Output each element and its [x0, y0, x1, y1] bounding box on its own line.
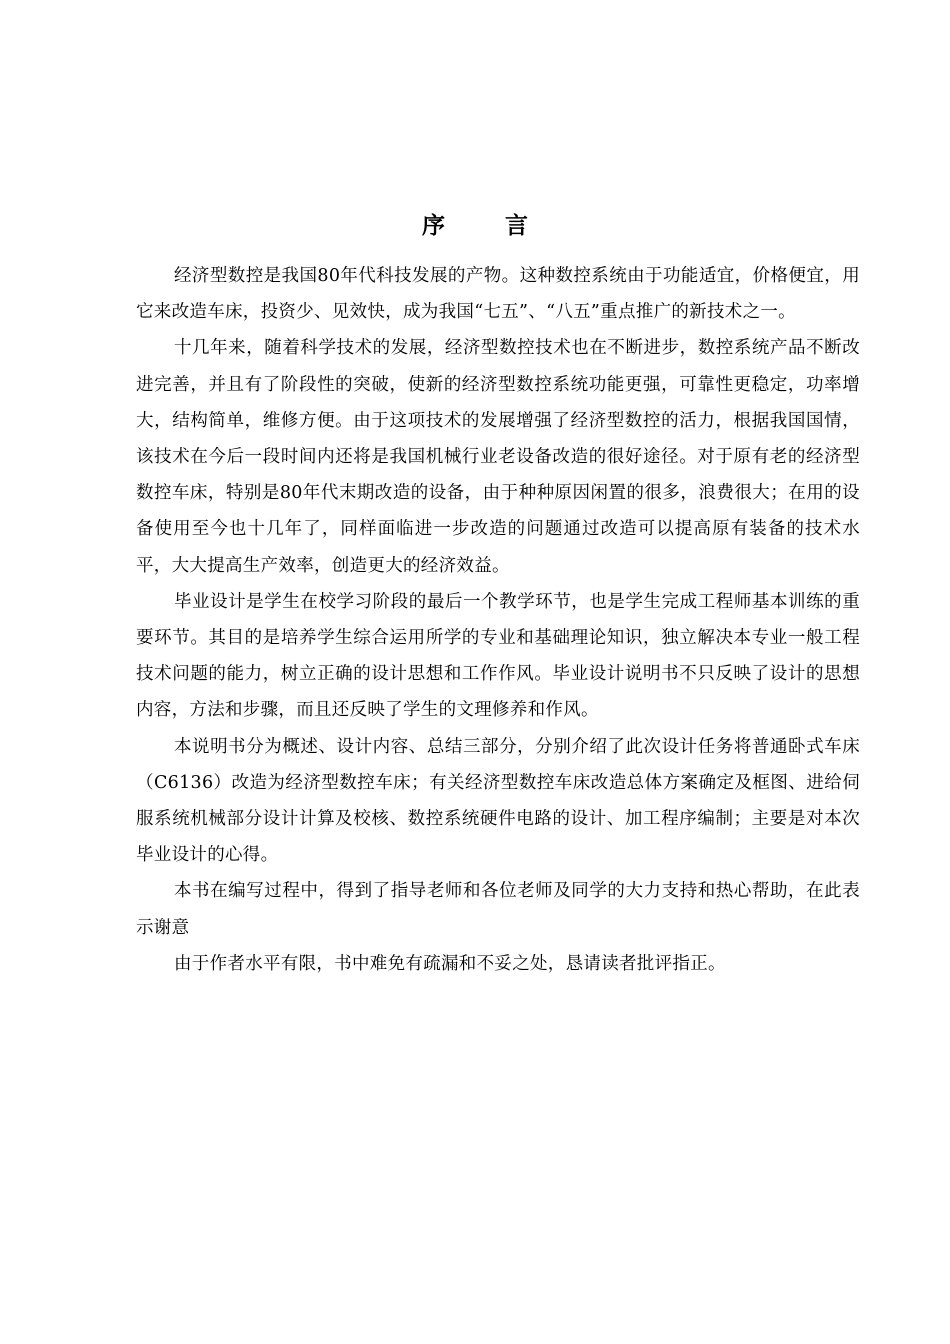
paragraph-5: 本书在编写过程中，得到了指导老师和各位老师及同学的大力支持和热心帮助，在此表示谢意 [136, 881, 860, 938]
body-text [136, 258, 860, 982]
paragraph-2: 十几年来，随着科学技术的发展，经济型数控技术也在不断进步，数控系统产品不断改进完善，并且有了阶段性的突破，使新的经济型数控系统功能更强，可靠性更稳定，功率增大，结构简单，维修方便。由于这项技术的发展增强了经济型数控的活力，根据我国国情，该技术在今后一段时间内还将是我国机械行业老设备改造的很好途径。对于原有老的经济型数控车床，特别是80年代末期改造的设备，由于种种原因闲置的很多，浪费很大；在用的设备使用至今也十几年了，同样面临进一步改造的问题通过改造可以提高原有装备的技术水平，大大提高生产效率，创造更大的经济效益。 [136, 338, 860, 576]
page-title: 序 言 [421, 213, 554, 239]
paragraph-1: 经济型数控是我国80年代科技发展的产物。这种数控系统由于功能适宜，价格便宜，用它来改造车床，投资少、见效快，成为我国“七五”、“八五”重点推广的新技术之一。 [136, 266, 860, 323]
paragraph-6: 由于作者水平有限，书中难免有疏漏和不妥之处，恳请读者批评指正。 [174, 953, 726, 974]
paragraph-3: 毕业设计是学生在校学习阶段的最后一个教学环节，也是学生完成工程师基本训练的重要环节。其目的是培养学生综合运用所学的专业和基础理论知识，独立解决本专业一般工程技术问题的能力，树立正确的设计思想和工作作风。毕业设计说明书不只反映了设计的思想内容，方法和步骤，而且还反映了学生的文理修养和作风。 [136, 591, 860, 721]
paragraph-4: 本说明书分为概述、设计内容、总结三部分，分别介绍了此次设计任务将普通卧式车床（C6136）改造为经济型数控车床；有关经济型数控车床改造总体方案确定及框图、进给伺服系统机械部分设计计算及校核、数控系统硬件电路的设计、加工程序编制；主要是对本次毕业设计的心得。 [136, 736, 860, 866]
